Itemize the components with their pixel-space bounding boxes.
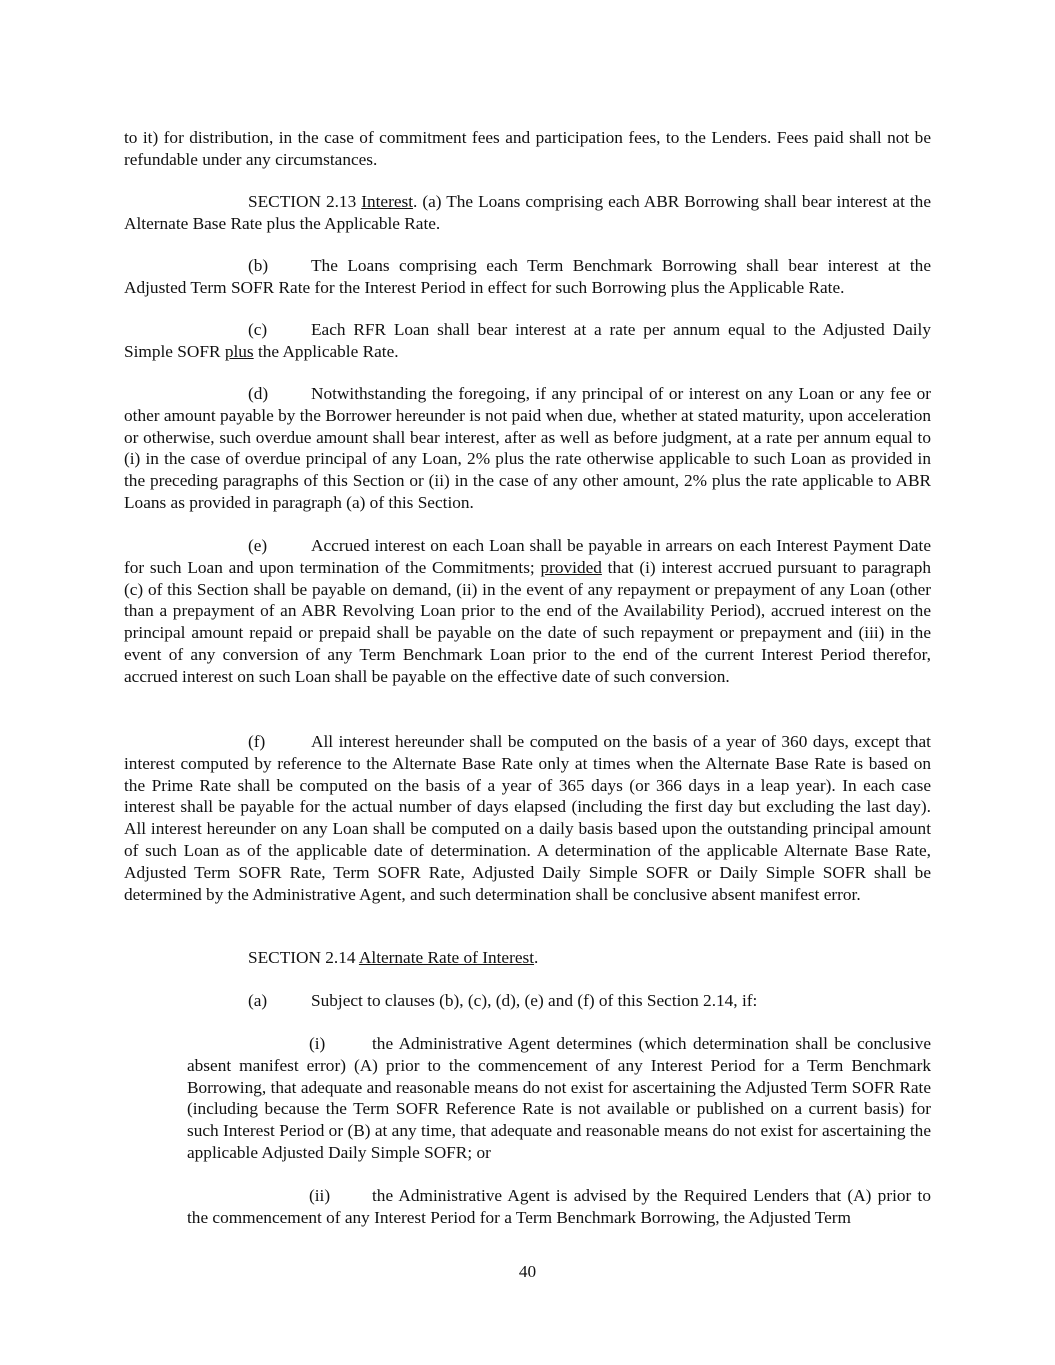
section-2-13-paragraph-a	[124, 191, 931, 235]
paragraph-d-text: Notwithstanding the foregoing, if any principal of or interest on any Loan or any fee or other amount payable by the Borrower hereunder is not paid when due, whether at stated maturity, upon acceleration or otherwise, such overdue amount shall bear interest, after as well as before judgment, at a rate per annum equal to (i) in the case of overdue principal of any Loan, 2% plus the rate otherwise applicable to such Loan as provided in the preceding paragraphs of this Section or (ii) in the case of any other amount, 2% plus the rate applicable to ABR Loans as provided in paragraph (a) of this Section.	[124, 384, 931, 512]
section-2-14-a-label: (a)	[248, 991, 268, 1010]
section-2-13-label: SECTION 2.13	[248, 192, 357, 211]
continuation-text: to it) for distribution, in the case of commitment fees and participation fees, to the Lenders. Fees paid shall not be refundable under any circumstances.	[124, 128, 931, 169]
paragraph-b-text: The Loans comprising each Term Benchmark Borrowing shall bear interest at the Adjusted Term SOFR Rate for the Interest Period in effect for such Borrowing plus the Applicable Rate.	[124, 256, 931, 297]
section-2-14-label: SECTION 2.14	[248, 948, 356, 967]
paragraph-e-label: (e)	[248, 536, 268, 555]
section-2-14-a-text: Subject to clauses (b), (c), (d), (e) and (f) of this Section 2.14, if:	[311, 991, 758, 1010]
section-2-14-paragraph-a	[248, 990, 757, 1012]
paragraph-e-text-after: that (i) interest accrued pursuant to paragraph (c) of this Section shall be payable on demand, (ii) in the event of any repayment or prepayment of any Loan (other than a prepayment of an ABR Revolving Loan prior to the end of the Availability Period), accrued interest on the principal amount repaid or prepaid shall be payable on the date of such repayment or prepayment and (iii) in the event of any conversion of any Term Benchmark Loan prior to the end of the current Interest Period therefor, accrued interest on such Loan shall be payable on the effective date of such conversion.	[124, 557, 931, 686]
paragraph-f-label: (f)	[248, 732, 266, 751]
paragraph-e-text-before: Accrued interest on each Loan shall be payable in arrears on each Interest Payment Date for such Loan and upon termination of the Commitments;	[124, 536, 931, 577]
paragraph-continuation	[124, 127, 931, 171]
section-2-14-heading-line	[248, 947, 538, 969]
paragraph-e-underlined: provided	[540, 557, 602, 577]
section-2-14-heading: Alternate Rate of Interest	[358, 948, 535, 967]
section-2-14-period: .	[534, 948, 539, 967]
page-number: 40	[518, 1262, 537, 1281]
paragraph-f	[124, 731, 931, 905]
paragraph-c-text-after: the Applicable Rate.	[253, 341, 399, 361]
paragraph-d-label: (d)	[248, 384, 269, 403]
clause-i-label: (i)	[309, 1034, 326, 1053]
clause-ii-label: (ii)	[309, 1186, 331, 1205]
paragraph-f-text: All interest hereunder shall be computed on the basis of a year of 360 days, except that interest computed by reference to the Alternate Base Rate only at times when the Alternate Base Rate is based on the Prime Rate shall be computed on the basis of a year of 365 days (or 366 days in a leap year). In each case interest shall be payable for the actual number of days elapsed (including the first day but excluding the last day). All interest hereunder on any Loan shall be computed on a daily basis based upon the outstanding principal amount of such Loan as of the applicable date of determination. A determination of the applicable Alternate Base Rate, Adjusted Term SOFR Rate, Term SOFR Rate, Adjusted Daily Simple SOFR or Daily Simple SOFR shall be determined by the Administrative Agent, and such determination shall be conclusive absent manifest error.	[124, 732, 931, 904]
paragraph-d	[124, 383, 931, 514]
paragraph-c-underlined: plus	[224, 341, 254, 361]
paragraph-c-label: (c)	[248, 320, 268, 339]
paragraph-e	[124, 535, 931, 688]
section-2-13-text: . (a) The Loans comprising each ABR Borrowing shall bear interest at the Alternate Base Rate plus the Applicable Rate.	[124, 192, 931, 233]
clause-i-text: the Administrative Agent determines (which determination shall be conclusive absent manifest error) (A) prior to the commencement of any Interest Period for a Term Benchmark Borrowing, that adequate and reasonable means do not exist for ascertaining the Adjusted Term SOFR Rate (including because the Term SOFR Reference Rate is not available or published on a current basis) for such Interest Period or (B) at any time, that adequate and reasonable means do not exist for ascertaining the applicable Adjusted Daily Simple SOFR; or	[187, 1034, 931, 1162]
section-2-13-heading: Interest	[361, 192, 414, 211]
paragraph-c-text-before: Each RFR Loan shall bear interest at a rate per annum equal to the Adjusted Daily Simple SOFR	[124, 320, 931, 361]
clause-i	[187, 1033, 931, 1164]
paragraph-b	[124, 255, 931, 299]
clause-ii-text: the Administrative Agent is advised by the Required Lenders that (A) prior to the commencement of any Interest Period for a Term Benchmark Borrowing, the Adjusted Term	[187, 1186, 931, 1227]
paragraph-c	[124, 319, 931, 363]
clause-ii	[187, 1185, 931, 1229]
paragraph-b-label: (b)	[248, 256, 269, 275]
